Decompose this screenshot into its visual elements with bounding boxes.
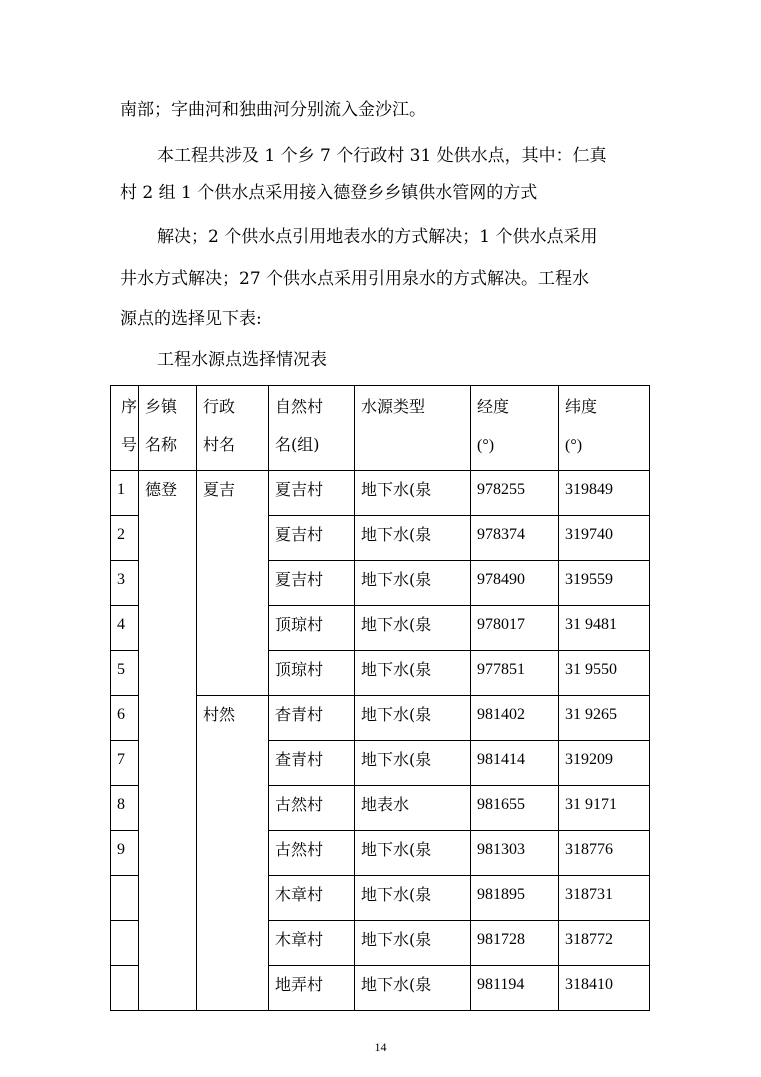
cell-longitude: 981402	[471, 696, 559, 741]
cell-village: 查青村	[269, 741, 355, 786]
cell-longitude: 978490	[471, 561, 559, 606]
cell-town: 德登	[139, 471, 197, 1011]
cell-seq: 6	[111, 696, 139, 741]
body-text-line: 源点的选择见下表:	[120, 309, 262, 329]
cell-latitude: 31 9265	[559, 696, 650, 741]
cell-source: 地下水(泉	[355, 831, 471, 876]
cell-latitude: 318776	[559, 831, 650, 876]
cell-latitude: 318772	[559, 921, 650, 966]
header-latitude: 纬度 (°)	[559, 386, 650, 471]
water-source-table	[110, 385, 650, 1011]
body-text-line: 本工程共涉及 1 个乡 7 个行政村 31 处供水点，其中：仁真	[157, 146, 607, 166]
cell-latitude: 31 9550	[559, 651, 650, 696]
cell-longitude: 981194	[471, 966, 559, 1011]
cell-village: 地弄村	[269, 966, 355, 1011]
cell-longitude: 981414	[471, 741, 559, 786]
cell-latitude: 31 9481	[559, 606, 650, 651]
cell-village: 木章村	[269, 921, 355, 966]
cell-longitude: 977851	[471, 651, 559, 696]
body-text-line: 村 2 组 1 个供水点采用接入德登乡乡镇供水管网的方式	[120, 183, 538, 203]
table-header-row	[111, 386, 650, 471]
header-source-type: 水源类型	[355, 386, 471, 471]
cell-longitude: 978374	[471, 516, 559, 561]
cell-longitude: 981303	[471, 831, 559, 876]
cell-longitude: 981655	[471, 786, 559, 831]
cell-seq: 7	[111, 741, 139, 786]
cell-latitude: 319559	[559, 561, 650, 606]
cell-seq: 3	[111, 561, 139, 606]
cell-seq: 5	[111, 651, 139, 696]
cell-longitude: 981728	[471, 921, 559, 966]
body-text-line: 解决；2 个供水点引用地表水的方式解决；1 个供水点采用	[157, 227, 598, 247]
cell-latitude: 319849	[559, 471, 650, 516]
cell-seq	[111, 921, 139, 966]
cell-seq	[111, 876, 139, 921]
cell-village: 古然村	[269, 831, 355, 876]
table-row	[111, 471, 650, 516]
cell-village: 顶琼村	[269, 651, 355, 696]
cell-latitude: 318410	[559, 966, 650, 1011]
cell-longitude: 981895	[471, 876, 559, 921]
cell-seq	[111, 966, 139, 1011]
header-seq: 序 号	[111, 386, 139, 471]
cell-source: 地下水(泉	[355, 741, 471, 786]
cell-latitude: 31 9171	[559, 786, 650, 831]
cell-source: 地下水(泉	[355, 516, 471, 561]
cell-source: 地下水(泉	[355, 606, 471, 651]
table-caption: 工程水源点选择情况表	[157, 350, 327, 370]
cell-source: 地下水(泉	[355, 696, 471, 741]
body-text-line: 南部；字曲河和独曲河分别流入金沙江。	[120, 100, 426, 120]
cell-longitude: 978017	[471, 606, 559, 651]
cell-longitude: 978255	[471, 471, 559, 516]
cell-seq: 1	[111, 471, 139, 516]
header-admin-village: 行政 村名	[197, 386, 269, 471]
cell-village: 夏吉村	[269, 561, 355, 606]
cell-source: 地下水(泉	[355, 921, 471, 966]
page-number: 14	[374, 1040, 387, 1054]
cell-village: 古然村	[269, 786, 355, 831]
cell-source: 地表水	[355, 786, 471, 831]
cell-latitude: 319209	[559, 741, 650, 786]
cell-seq: 9	[111, 831, 139, 876]
cell-source: 地下水(泉	[355, 651, 471, 696]
cell-seq: 4	[111, 606, 139, 651]
cell-seq: 8	[111, 786, 139, 831]
header-natural-village: 自然村 名(组)	[269, 386, 355, 471]
cell-seq: 2	[111, 516, 139, 561]
header-longitude: 经度 (°)	[471, 386, 559, 471]
cell-village: 木章村	[269, 876, 355, 921]
cell-village: 夏吉村	[269, 471, 355, 516]
cell-village: 夏吉村	[269, 516, 355, 561]
cell-latitude: 319740	[559, 516, 650, 561]
cell-source: 地下水(泉	[355, 561, 471, 606]
cell-source: 地下水(泉	[355, 471, 471, 516]
header-town: 乡镇 名称	[139, 386, 197, 471]
cell-admin-village: 村然	[197, 696, 269, 1011]
cell-source: 地下水(泉	[355, 876, 471, 921]
cell-latitude: 318731	[559, 876, 650, 921]
cell-village: 杳青村	[269, 696, 355, 741]
cell-admin-village: 夏吉	[197, 471, 269, 696]
cell-village: 顶琼村	[269, 606, 355, 651]
cell-source: 地下水(泉	[355, 966, 471, 1011]
body-text-line: 井水方式解决；27 个供水点采用引用泉水的方式解决。工程水	[120, 269, 590, 289]
